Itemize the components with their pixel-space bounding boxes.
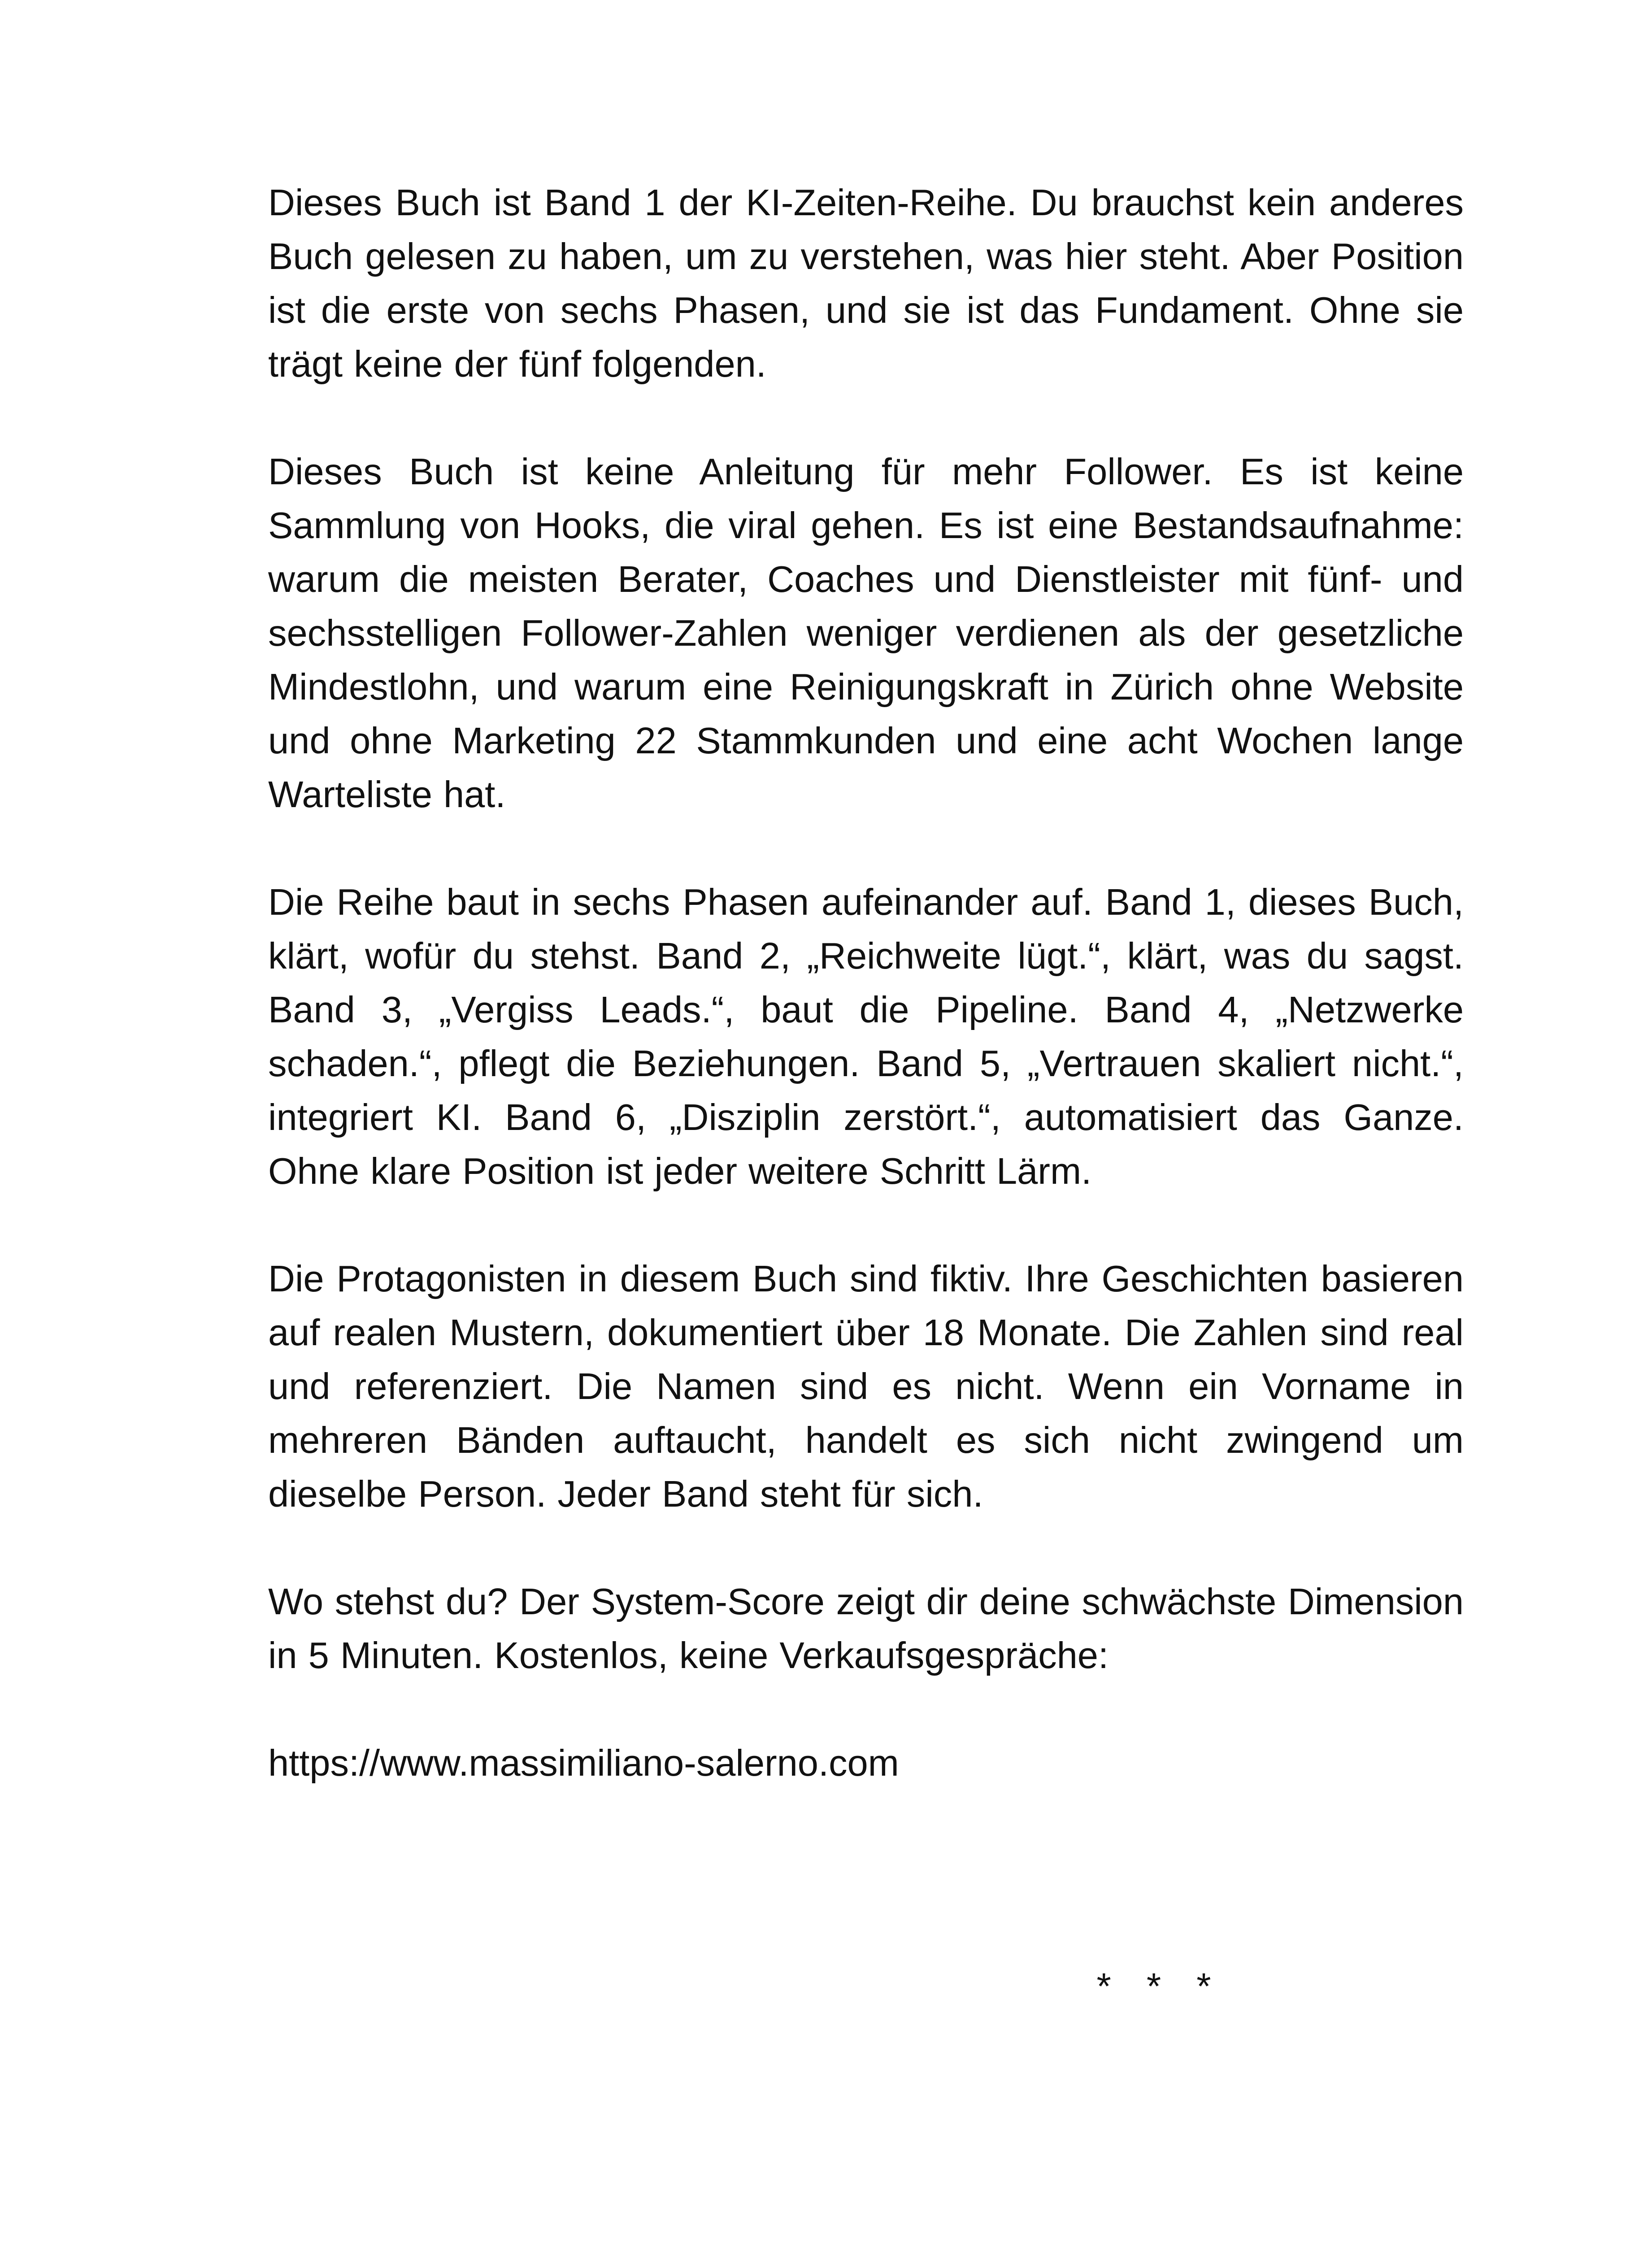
- paragraph-series-intro: Dieses Buch ist Band 1 der KI-Zeiten-Reihe. Du brauchst kein anderes Buch gelesen zu haben, um zu verstehen, was hier steht. Aber Position ist die erste von sechs Phasen, und sie ist das Fundament. Ohne sie trägt keine der fünf folgenden.: [268, 182, 1464, 385]
- paragraph-protagonists: Die Protagonisten in diesem Buch sind fiktiv. Ihre Geschichten basieren auf realen Mustern, dokumentiert über 18 Monate. Die Zahlen sind real und referenziert. Die Namen sind es nicht. Wenn ein Vorname in mehreren Bänden auftaucht, handelt es sich nicht zwingend um dieselbe Person. Jeder Band steht für sich.: [268, 1258, 1464, 1515]
- section-separator: * * *: [1096, 1965, 1224, 2007]
- website-link[interactable]: https://www.massimiliano-salerno.com: [268, 1742, 899, 1784]
- paragraph-series-phases: Die Reihe baut in sechs Phasen aufeinander auf. Band 1, dieses Buch, klärt, wofür du stehst. Band 2, „Reichweite lügt.“, klärt, was du sagst. Band 3, „Vergiss Leads.“, baut die Pipeline. Band 4, „Netzwerke schaden.“, pflegt die Beziehungen. Band 5, „Vertrauen skaliert nicht.“, integriert KI. Band 6, „Disziplin zerstört.“, automatisiert das Ganze. Ohne klare Position ist jeder weitere Schritt Lärm.: [268, 881, 1464, 1192]
- paragraph-book-purpose: Dieses Buch ist keine Anleitung für mehr Follower. Es ist keine Sammlung von Hooks, die viral gehen. Es ist eine Bestandsaufnahme: warum die meisten Berater, Coaches und Dienstleister mit fünf- und sechsstelligen Follower-Zahlen weniger verdienen als der gesetzliche Mindestlohn, und warum eine Reinigungskraft in Zürich ohne Website und ohne Marketing 22 Stammkunden und eine acht Wochen lange Warteliste hat.: [268, 451, 1464, 815]
- paragraph-system-score: Wo stehst du? Der System-Score zeigt dir deine schwächste Dimension in 5 Minuten. Kostenlos, keine Verkaufsgespräche:: [268, 1581, 1464, 1676]
- body-text: [268, 176, 1464, 1790]
